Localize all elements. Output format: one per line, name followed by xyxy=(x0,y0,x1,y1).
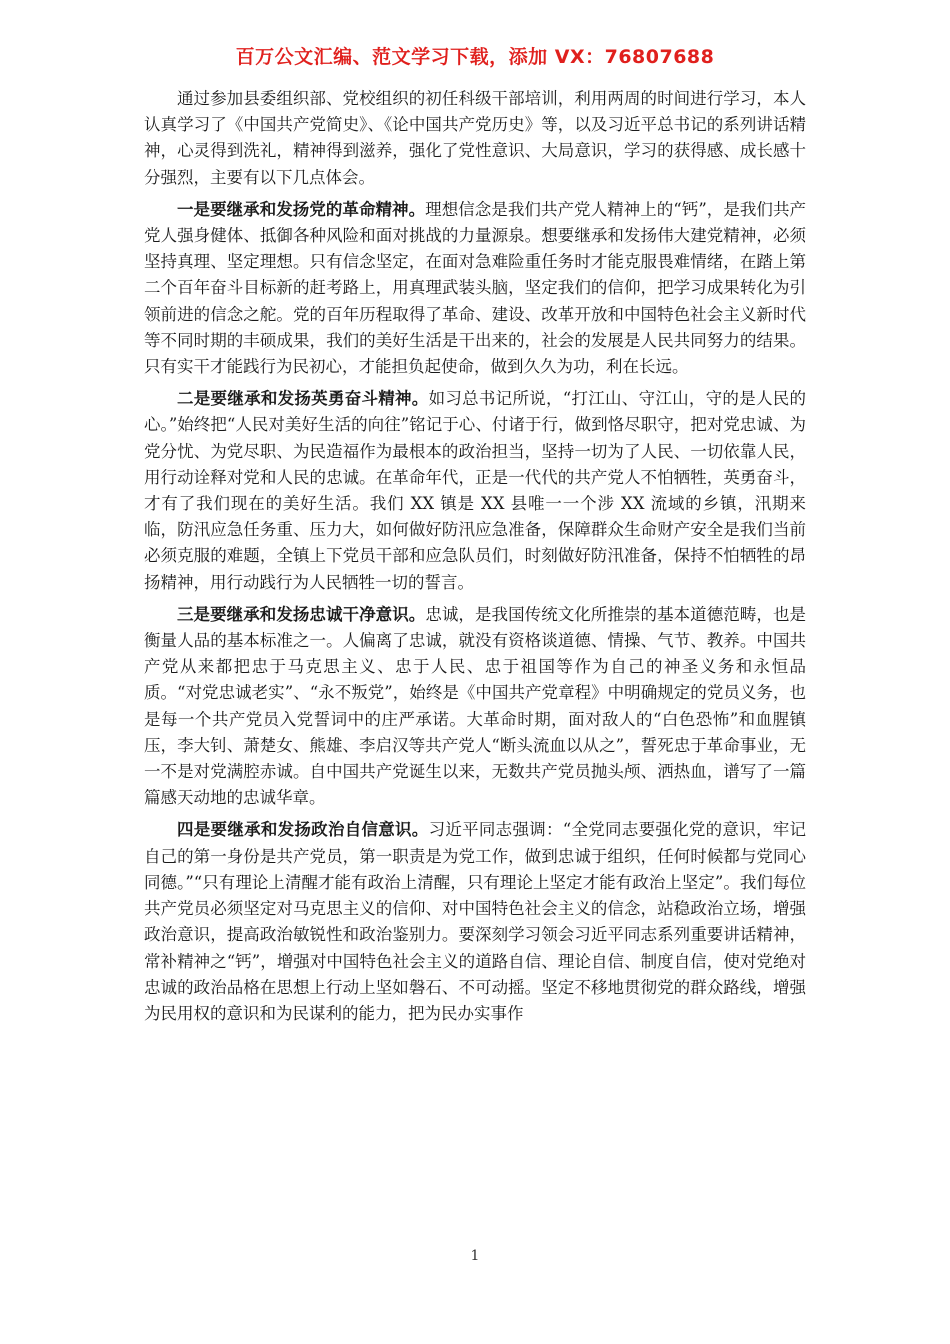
page-number: 1 xyxy=(470,1248,480,1264)
section-paragraph-2 xyxy=(144,386,806,596)
section-heading: 三是要继承和发扬忠诚干净意识。 xyxy=(177,604,426,624)
paragraph-text: 通过参加县委组织部、党校组织的初任科级干部培训，利用两周的时间进行学习，本人认真学习了《中国共产党简史》、《论中国共产党历史》等，以及习近平总书记的系列讲话精神，心灵得到洗礼，精神得到滋养，强化了党性意识、大局意识，学习的获得感、成长感十分强烈，主要有以下几点体会。 xyxy=(144,89,806,187)
paragraph-text: 忠诚，是我国传统文化所推崇的基本道德范畴，也是衡量人品的基本标准之一。人偏离了忠诚，就没有资格谈道德、情操、气节、教养。中国共产党从来都把忠于马克思主义、忠于人民、忠于祖国等作为自己的神圣义务和永恒品质。“对党忠诚老实”、“永不叛党”，始终是《中国共产党章程》中明确规定的党员义务，也是每一个共产党员入党誓词中的庄严承诺。大革命时期，面对敌人的“白色恐怖”和血腥镇压，李大钊、萧楚女、熊雄、李启汉等共产党人“断头流血以从之”，誓死忠于革命事业，无一不是对党满腔赤诚。自中国共产党诞生以来，无数共产党员抛头颅、洒热血，谱写了一篇篇感天动地的忠诚华章。 xyxy=(144,604,807,808)
section-paragraph-3 xyxy=(144,602,806,812)
section-heading: 一是要继承和发扬党的革命精神。 xyxy=(177,199,426,219)
section-paragraph-4 xyxy=(144,817,806,1027)
paragraph-text: 理想信念是我们共产党人精神上的“钙”，是我们共产党人强身健体、抵御各种风险和面对挑战的力量源泉。想要继承和发扬伟大建党精神，必须坚持真理、坚定理想。只有信念坚定，在面对急难险重任务时才能克服畏难情绪，在踏上第二个百年奋斗目标新的赶考路上，用真理武装头脑，坚定我们的信仰，把学习成果转化为引领前进的信念之舵。党的百年历程取得了革命、建设、改革开放和中国特色社会主义新时代等不同时期的丰硕成果，我们的美好生活是干出来的，社会的发展是人民共同努力的结果。只有实干才能践行为民初心，才能担负起使命，做到久久为功，利在长远。 xyxy=(144,199,807,377)
header-banner: 百万公文汇编、范文学习下载，添加 VX：76807688 xyxy=(235,46,715,68)
section-heading: 二是要继承和发扬英勇奋斗精神。 xyxy=(177,389,429,409)
document-body xyxy=(144,86,806,1033)
paragraph-text: 如习总书记所说，“打江山、守江山，守的是人民的心。”始终把“人民对美好生活的向往”铭记于心、付诸于行，做到恪尽职守，把对党忠诚、为党分忧、为党尽职、为民造福作为最根本的政治担当，坚持一切为了人民、一切依靠人民，用行动诠释对党和人民的忠诚。在革命年代，正是一代代的共产党人不怕牺牲，英勇奋斗，才有了我们现在的美好生活。我们 XX 镇是 XX 县唯一一个涉 XX 流域的乡镇，汛期来临，防汛应急任务重、压力大，如何做好防汛应急准备，保障群众生命财产安全是我们当前必须克服的难题，全镇上下党员干部和应急队员们，时刻做好防汛准备，保持不怕牺牲的昂扬精神，用行动践行为人民牺牲一切的誓言。 xyxy=(144,389,807,592)
intro-paragraph xyxy=(144,86,806,191)
paragraph-text: 习近平同志强调：“全党同志要强化党的意识，牢记自己的第一身份是共产党员，第一职责是为党工作，做到忠诚于组织，任何时候都与党同心同德。”“只有理论上清醒才能有政治上清醒，只有理论上坚定才能有政治上坚定”。我们每位共产党员必须坚定对马克思主义的信仰、对中国特色社会主义的信念，站稳政治立场，增强政治意识，提高政治敏锐性和政治鉴别力。要深刻学习领会习近平同志系列重要讲话精神，常补精神之“钙”，增强对中国特色社会主义的道路自信、理论自信、制度自信，使对党绝对忠诚的政治品格在思想上行动上坚如磐石、不可动摇。坚定不移地贯彻党的群众路线，增强为民用权的意识和为民谋利的能力，把为民办实事作 xyxy=(144,820,807,1023)
section-paragraph-1 xyxy=(144,197,806,380)
section-heading: 四是要继承和发扬政治自信意识。 xyxy=(177,820,429,840)
